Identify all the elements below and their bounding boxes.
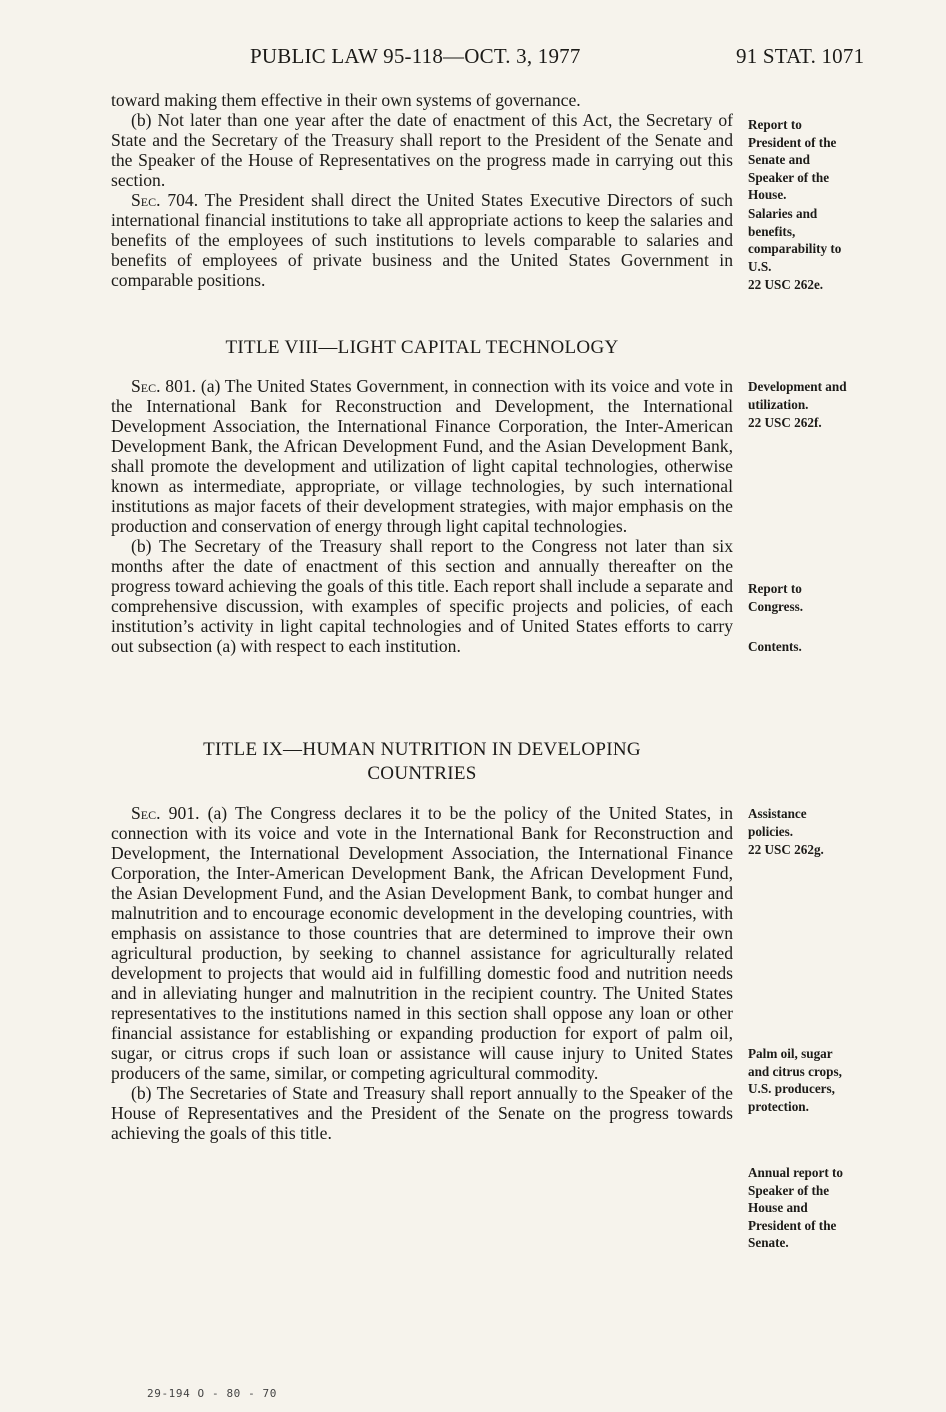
paragraph: (b) The Secretary of the Treasury shall report to the Congress not later than six months after the date of enactment of this section and annually thereafter on the progress toward achieving the goals of this title. Each report shall include a separate and comprehensive discussion, with examples of specific projects and policies, of each institution’s activity in light capital technologies and of United States efforts to carry out subsection (a) with respect to each institution. <box>111 536 733 656</box>
margin-note-usc-262f: 22 USC 262f. <box>748 415 822 430</box>
margin-note-contents: Contents. <box>748 639 802 654</box>
margin-note-assistance: Assistance policies. <box>748 806 807 839</box>
section-801 <box>111 376 733 536</box>
title-line: COUNTRIES <box>367 763 477 784</box>
section-text: The President shall direct the United States Executive Directors of such international financial institutions to take all appropriate actions to keep the salaries and benefits of the employees of such institutions to levels comparable to salaries and benefits of employees of private business and the United States Government in comparable positions. <box>111 190 733 290</box>
margin-note-usc-262g: 22 USC 262g. <box>748 842 824 857</box>
print-job-number: 29-194 O - 80 - 70 <box>147 1387 278 1400</box>
paragraph: (b) Not later than one year after the date of enactment of this Act, the Secretary of State and the Secretary of the Treasury shall report to the President of the Senate and the Speaker of the House of Representatives on the progress made in carrying out this section. <box>111 110 733 190</box>
margin-note-report-president: Report to President of the Senate and Speaker of the House. <box>748 117 837 202</box>
section-901 <box>111 803 733 1083</box>
section-label: Sec. 704. <box>131 190 199 210</box>
section-801-text <box>111 376 733 656</box>
section-label: Sec. 801. <box>131 376 197 396</box>
paragraph: (b) The Secretaries of State and Treasury shall report annually to the Speaker of the House of Representatives and the President of the Senate on the progress towards achieving the goals of this title. <box>111 1083 733 1143</box>
title-ix-heading <box>111 738 733 786</box>
margin-note-annual-report: Annual report to Speaker of the House and President of the Senate. <box>748 1165 844 1250</box>
margin-note-usc-262e: 22 USC 262e. <box>748 277 824 292</box>
running-header: PUBLIC LAW 95-118—OCT. 3, 1977 <box>250 44 581 68</box>
section-text: (a) The Congress declares it to be the policy of the United States, in connection with its voice and vote in the International Bank for Reconstruction and Development, the International Development Association, the International Finance Corporation, the Inter-American Development Bank, the African Development Fund, the Asian Development Fund, and the Asian Development Bank, to combat hunger and malnutrition and to encourage economic development in the developing countries, with emphasis on assistance to those countries that are determined to improve their own agricultural production, by seeking to channel assistance for agriculturally related development to projects that would aid in fulfilling domestic food and nutrition needs and in alleviating hunger and malnutrition in the recipient country. The United States representatives to the institutions named in this section shall oppose any loan or other financial assistance for establishing or expanding production for export of palm oil, sugar, or citrus crops if such loan or assistance will cause injury to United States producers of the same, similar, or competing agricultural commodity. <box>111 803 733 1083</box>
title-line: TITLE IX—HUMAN NUTRITION IN DEVELOPING <box>203 739 641 760</box>
margin-note-salaries: Salaries and benefits, comparability to U.S. <box>748 206 842 274</box>
margin-note-report-congress: Report to Congress. <box>748 581 804 614</box>
section-text: (a) The United States Government, in connection with its voice and vote in the International Bank for Reconstruction and Development, the International Development Association, the International Finance Corporation, the Inter-American Development Bank, the African Development Fund, and the Asian Development Bank, shall promote the development and utilization of light capital technologies, otherwise known as intermediate, appropriate, or village technologies, by such international institutions as major facets of their development strategies, with major emphasis on the production and conservation of energy through light capital technologies. <box>111 376 733 536</box>
statute-page-number: 91 STAT. 1071 <box>736 44 865 68</box>
section-label: Sec. 901. <box>131 803 200 823</box>
margin-note-development: Development and utilization. <box>748 379 847 412</box>
margin-note-palm-oil: Palm oil, sugar and citrus crops, U.S. producers, protection. <box>748 1046 842 1114</box>
section-704 <box>111 190 733 290</box>
section-901-text <box>111 803 733 1143</box>
section-703-704-text <box>111 90 733 290</box>
title-viii-heading: TITLE VIII—LIGHT CAPITAL TECHNOLOGY <box>225 337 619 358</box>
paragraph: toward making them effective in their own systems of governance. <box>111 90 581 110</box>
